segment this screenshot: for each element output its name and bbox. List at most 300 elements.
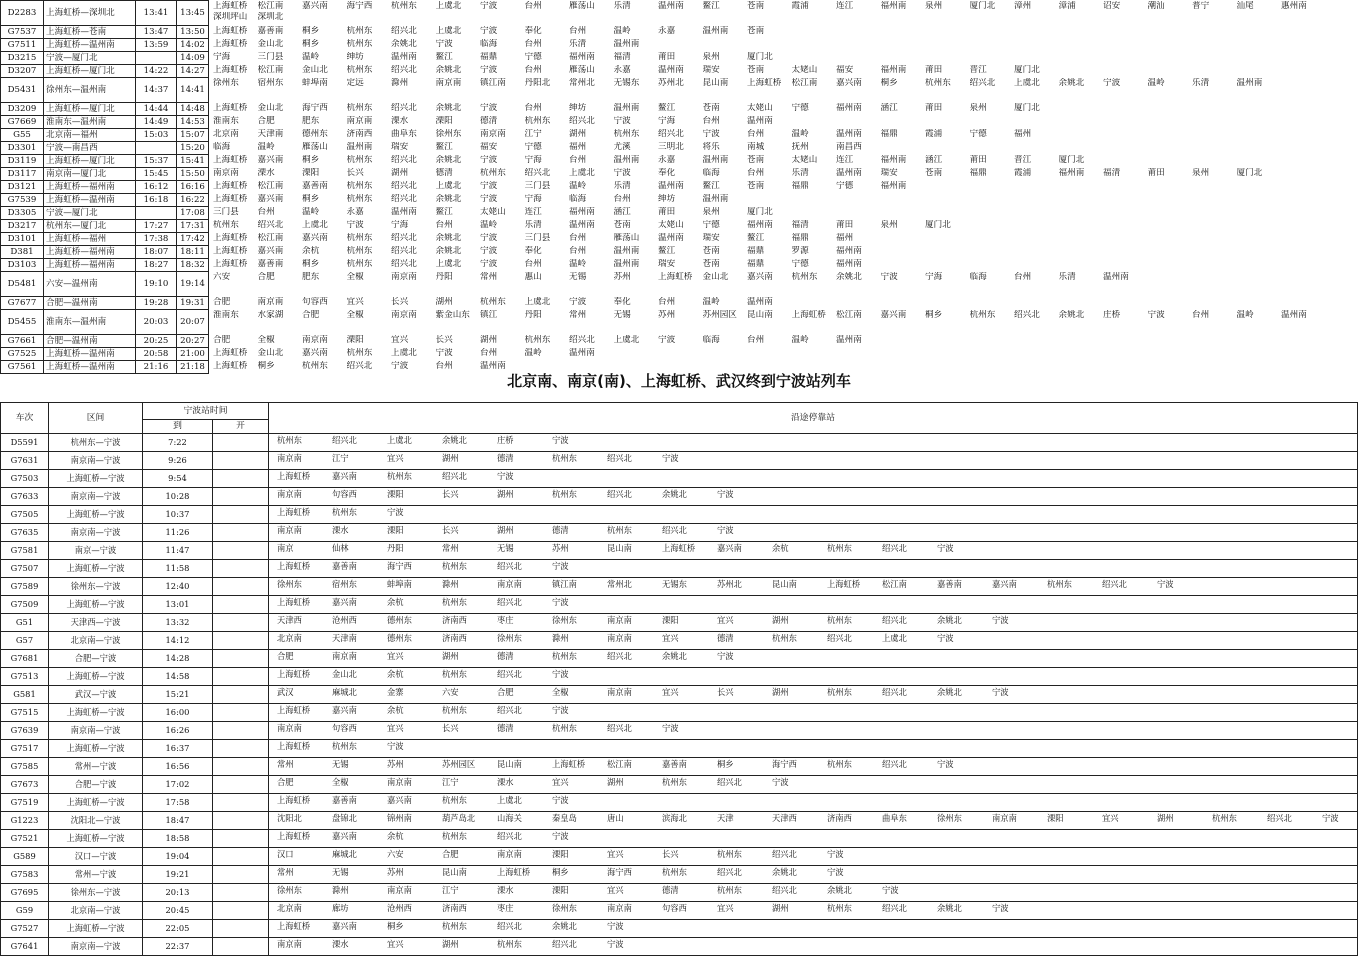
departure-time: 13:50: [177, 26, 209, 39]
departure-time: [213, 596, 269, 614]
stop-name: 绍兴北: [607, 488, 662, 501]
stop-name: 绍兴北: [391, 246, 436, 257]
stop-name: 嘉兴南: [747, 272, 792, 283]
arrival-time: 17:02: [143, 776, 213, 794]
stop-name: 句容西: [332, 488, 387, 501]
departure-time: [213, 686, 269, 704]
route-cell: 上海虹桥—宁波: [49, 668, 143, 686]
stop-name: 台州: [436, 220, 481, 231]
stop-name: 苍南: [925, 168, 970, 179]
stop-name: 杭州东: [347, 246, 392, 257]
stop-name: 杭州东: [772, 632, 827, 645]
table-row: [1, 78, 1358, 103]
stop-name: 上海虹桥: [277, 740, 332, 753]
stop-name: 北京南: [277, 902, 332, 915]
train-number: D3121: [1, 181, 44, 194]
stops-cell: [269, 902, 1358, 920]
train-number: D3217: [1, 220, 44, 233]
stop-name: 将乐: [703, 142, 748, 153]
stop-name: 昆山南: [772, 578, 827, 591]
route-cell: 天津西—宁波: [49, 614, 143, 632]
departure-time: [213, 920, 269, 938]
arrival-time: 17:27: [136, 220, 177, 233]
stop-name: 宁波: [662, 452, 717, 465]
stop-name: 宁德: [525, 52, 570, 63]
stop-name: 南京南: [992, 812, 1047, 825]
stop-name: 宁波: [552, 560, 607, 573]
stop-name: 苍南: [747, 155, 792, 166]
stop-name: 宁波: [552, 830, 607, 843]
stop-name: 余姚北: [937, 686, 992, 699]
train-number: G7507: [1, 560, 49, 578]
table-row: [1, 1, 1358, 26]
stop-name: 徐州东: [497, 632, 552, 645]
stop-name: 南京南: [436, 78, 481, 89]
stop-name: 杭州东: [827, 614, 882, 627]
stop-name: 桐乡: [387, 920, 442, 933]
departure-time: [213, 866, 269, 884]
stop-name: 嘉兴南: [302, 348, 347, 359]
stop-name: 台州: [525, 39, 570, 50]
stop-name: 温州南: [658, 65, 703, 76]
route-cell: 南京南—宁波: [49, 452, 143, 470]
stop-name: 杭州东: [332, 740, 387, 753]
stop-name: 上海虹桥: [213, 348, 258, 359]
table-row: [1, 129, 1358, 142]
stop-name: 苏州: [387, 758, 442, 771]
stop-name: 绍兴北: [607, 452, 662, 465]
stop-name: 瑞安: [881, 168, 926, 179]
stop-name: 厦门北: [1237, 168, 1282, 179]
stop-name: 海宁西: [607, 866, 662, 879]
stop-name: 绍兴北: [607, 650, 662, 663]
stop-name: 合肥: [442, 848, 497, 861]
stop-name: 镇江南: [552, 578, 607, 591]
stop-name: 杭州东: [347, 348, 392, 359]
departure-time: 18:11: [177, 246, 209, 259]
stop-name: 湖州: [391, 168, 436, 179]
stop-name: 宁波: [882, 884, 937, 897]
stop-name: 上海虹桥: [792, 310, 837, 321]
stop-name: 长兴: [717, 686, 772, 699]
stop-name: 桐乡: [881, 78, 926, 89]
stop-name: 漳州: [1014, 1, 1059, 12]
arrival-time: 17:38: [136, 233, 177, 246]
stop-name: 奉化: [614, 297, 659, 308]
arrival-time: 19:10: [136, 272, 177, 297]
stop-name: 合肥: [213, 335, 258, 346]
stop-name: 宜兴: [387, 452, 442, 465]
stop-name: 湖州: [569, 129, 614, 140]
stop-name: 合肥: [497, 686, 552, 699]
stop-name: 宁波: [347, 220, 392, 231]
stop-name: 台州: [1192, 310, 1237, 321]
stops-cell: [269, 758, 1358, 776]
stop-name: 海宁西: [387, 560, 442, 573]
stops-cell: [269, 542, 1358, 560]
stop-name: 常州: [569, 310, 614, 321]
stop-name: 溧阳: [1047, 812, 1102, 825]
stop-name: 苏州: [552, 542, 607, 555]
stop-name: 德清: [717, 632, 772, 645]
stop-name: 无锡: [614, 310, 659, 321]
departure-time: [213, 434, 269, 452]
stop-name: 福清: [1103, 168, 1148, 179]
stop-name: 雁荡山: [614, 233, 659, 244]
stop-name: 江宁: [332, 452, 387, 465]
stop-name: 宜兴: [1102, 812, 1157, 825]
stop-name: 长兴: [662, 848, 717, 861]
table-row: [1, 233, 1358, 246]
stop-name: 南京南: [497, 848, 552, 861]
train-number: D5481: [1, 272, 44, 297]
stop-name: 厦门北: [747, 207, 792, 218]
stop-name: 台州: [525, 1, 570, 12]
stop-name: 宁德: [703, 220, 748, 231]
route-cell: 上海虹桥—深圳北: [44, 1, 136, 26]
stop-name: 松江南: [607, 758, 662, 771]
stop-name: 杭州东: [607, 524, 662, 537]
stop-name: 宁海: [525, 194, 570, 205]
stop-name: 宁波: [480, 233, 525, 244]
stop-name: 宁波: [480, 259, 525, 270]
stop-name: 德清: [436, 168, 481, 179]
stop-name: 温州南: [658, 233, 703, 244]
stop-name: 临海: [970, 272, 1015, 283]
table-row: [1, 812, 1358, 830]
stops-cell: [269, 434, 1358, 452]
stops-cell: [209, 272, 1358, 297]
stop-name: 绍兴北: [717, 866, 772, 879]
stop-name: 南京南: [391, 310, 436, 321]
stop-name: 湖州: [772, 902, 827, 915]
stop-name: 南京南: [607, 686, 662, 699]
stop-name: 海宁西: [347, 1, 392, 12]
stop-name: 昆山南: [747, 310, 792, 321]
arrival-time: 19:04: [143, 848, 213, 866]
stop-name: 温州南: [614, 39, 659, 50]
stop-name: 宁波: [881, 272, 926, 283]
stop-name: 惠州南: [1281, 1, 1326, 12]
stop-name: 上虞北: [436, 259, 481, 270]
stop-name: 溧阳: [387, 524, 442, 537]
stops-cell: [269, 884, 1358, 902]
table-row: [1, 155, 1358, 168]
stop-name: 金山北: [332, 668, 387, 681]
stop-name: 湖州: [442, 650, 497, 663]
stop-name: 余姚北: [827, 884, 882, 897]
stop-name: 福清: [792, 220, 837, 231]
stop-name: 杭州东: [347, 103, 392, 114]
arrival-time: 20:45: [143, 902, 213, 920]
stop-name: 海宁西: [772, 758, 827, 771]
arrival-time: 12:40: [143, 578, 213, 596]
stop-name: 宁波: [387, 740, 442, 753]
stop-name: 德清: [497, 452, 552, 465]
stops-cell: [209, 26, 1358, 39]
stop-name: 天津: [717, 812, 772, 825]
stop-name: 上海虹桥: [277, 560, 332, 573]
stop-name: 宁波: [607, 920, 662, 933]
stop-name: 台州: [747, 129, 792, 140]
stop-name: 福州南: [836, 259, 881, 270]
departure-time: 14:41: [177, 78, 209, 103]
stop-name: 宁海: [658, 116, 703, 127]
stop-name: 上虞北: [525, 297, 570, 308]
arrival-time: 11:26: [143, 524, 213, 542]
stop-name: 天津西: [277, 614, 332, 627]
stop-name: 温州南: [658, 1, 703, 12]
stop-name: 温州南: [836, 129, 881, 140]
stop-name: 余姚北: [937, 902, 992, 915]
stop-name: 滨海北: [662, 812, 717, 825]
stop-name: 宁波: [717, 524, 772, 537]
stop-name: 宁波: [552, 668, 607, 681]
stop-name: 昆山南: [497, 758, 552, 771]
departure-time: [213, 794, 269, 812]
stop-name: 绍兴北: [882, 614, 937, 627]
stop-name: 杭州东: [442, 704, 497, 717]
departure-time: [213, 632, 269, 650]
stop-name: 苏州北: [658, 78, 703, 89]
stop-name: 溧水: [497, 776, 552, 789]
stop-name: 常州: [277, 758, 332, 771]
stop-name: 绍兴北: [391, 233, 436, 244]
stops-cell: [209, 78, 1358, 103]
stop-name: 太姥山: [658, 220, 703, 231]
stop-name: 雁荡山: [302, 142, 347, 153]
stop-name: 福州: [569, 142, 614, 153]
stop-name: 溧水: [332, 938, 387, 951]
stop-name: 蚌埠南: [387, 578, 442, 591]
table-row: [1, 704, 1358, 722]
stop-name: 天津南: [332, 632, 387, 645]
stop-name: 乐清: [525, 220, 570, 231]
departure-time: [213, 884, 269, 902]
departure-time: 21:00: [177, 348, 209, 361]
stop-name: 惠山: [525, 272, 570, 283]
stop-name: 绍兴北: [525, 168, 570, 179]
stop-name: 南京南: [497, 578, 552, 591]
stop-name: 杭州东: [347, 39, 392, 50]
table-row: [1, 272, 1358, 297]
stops-cell: [269, 866, 1358, 884]
stop-name: 昆山南: [703, 78, 748, 89]
stop-name: 天津西: [772, 812, 827, 825]
route-cell: 上海虹桥—福州南: [44, 246, 136, 259]
stop-name: 鳌江: [658, 246, 703, 257]
stop-name: 杭州东: [925, 78, 970, 89]
stop-name: 乐清: [1192, 78, 1237, 89]
stop-name: 上海虹桥: [277, 830, 332, 843]
stop-name: 余杭: [387, 704, 442, 717]
stop-name: 松江南: [258, 233, 303, 244]
stop-name: 莆田: [970, 155, 1015, 166]
stop-name: 绍兴北: [391, 103, 436, 114]
route-cell: 合肥—温州南: [44, 297, 136, 310]
stop-name: 溧阳: [662, 614, 717, 627]
stop-name: 嘉兴南: [332, 830, 387, 843]
train-number: G7561: [1, 361, 44, 374]
stop-name: 宁德: [792, 103, 837, 114]
stop-name: 台州: [480, 348, 525, 359]
stop-name: 宁波: [827, 866, 882, 879]
stop-name: 嘉兴南: [332, 920, 387, 933]
stop-name: 奉化: [525, 26, 570, 37]
train-number: G7631: [1, 452, 49, 470]
stop-name: 德清: [497, 650, 552, 663]
stop-name: 上虞北: [302, 220, 347, 231]
stop-name: 南京南: [347, 116, 392, 127]
departure-time: 20:27: [177, 335, 209, 348]
stop-name: 南京南: [332, 650, 387, 663]
train-number: G7635: [1, 524, 49, 542]
arrival-time: 22:05: [143, 920, 213, 938]
train-number: G59: [1, 902, 49, 920]
departure-time: 16:22: [177, 194, 209, 207]
stop-name: 嘉兴南: [258, 155, 303, 166]
route-cell: 沈阳北—宁波: [49, 812, 143, 830]
stop-name: 温岭: [302, 207, 347, 218]
stop-name: 宁波: [772, 776, 827, 789]
stop-name: 杭州东: [497, 938, 552, 951]
stop-name: 嘉兴南: [332, 470, 387, 483]
stop-name: 徐州东: [937, 812, 992, 825]
stop-name: 桐乡: [302, 155, 347, 166]
arrival-time: 16:56: [143, 758, 213, 776]
stop-name: 枣庄: [497, 614, 552, 627]
table-row: [1, 542, 1358, 560]
stop-name: 台州: [569, 26, 614, 37]
stop-name: 金寨: [387, 686, 442, 699]
stop-name: 三明北: [658, 142, 703, 153]
stop-name: 溧水: [391, 116, 436, 127]
stop-name: 南京南: [607, 632, 662, 645]
table-row: [1, 938, 1358, 956]
route-cell: 上海虹桥—福州南: [44, 181, 136, 194]
stop-name: 永嘉: [614, 65, 659, 76]
departure-time: 17:08: [177, 207, 209, 220]
stop-name: 温岭: [569, 181, 614, 192]
table-row: [1, 335, 1358, 348]
stops-cell: [269, 470, 1358, 488]
stop-name: 宁波: [1322, 812, 1358, 825]
stop-name: 晋江: [1014, 155, 1059, 166]
stops-cell: [209, 297, 1358, 310]
route-cell: 南京南—宁波: [49, 722, 143, 740]
stop-name: 南京南: [387, 884, 442, 897]
stop-name: 宁波: [717, 650, 772, 663]
table-row: [1, 310, 1358, 335]
departure-time: [213, 578, 269, 596]
stop-name: 南京南: [302, 335, 347, 346]
route-cell: 宁波—厦门北: [44, 207, 136, 220]
stop-name: 廊坊: [332, 902, 387, 915]
train-number: G7639: [1, 722, 49, 740]
route-cell: 上海虹桥—福州: [44, 233, 136, 246]
departure-time: [213, 452, 269, 470]
stop-name: 绍兴北: [827, 632, 882, 645]
train-number: G7537: [1, 26, 44, 39]
stop-name: 太姥山: [792, 155, 837, 166]
stop-name: 杭州东: [827, 686, 882, 699]
train-number: G55: [1, 129, 44, 142]
table-row: [1, 578, 1358, 596]
stop-name: 宁波: [1148, 310, 1193, 321]
table-row: [1, 794, 1358, 812]
stop-name: 绍兴北: [970, 78, 1015, 89]
stop-name: 台州: [1014, 272, 1059, 283]
stop-name: 杭州东: [525, 335, 570, 346]
stop-name: 绍兴北: [772, 848, 827, 861]
stop-name: 温州南: [391, 207, 436, 218]
stop-name: 莆田: [658, 52, 703, 63]
stop-name: 紫金山东: [436, 310, 481, 321]
stop-name: 余姚北: [937, 614, 992, 627]
stop-name: 上海虹桥: [213, 39, 258, 50]
stop-name: 厦门北: [1059, 155, 1104, 166]
departure-time: [213, 722, 269, 740]
stop-name: 泉州: [703, 207, 748, 218]
route-cell: 常州—宁波: [49, 866, 143, 884]
stop-name: 宿州东: [332, 578, 387, 591]
stops-cell: [269, 614, 1358, 632]
stop-name: 南京南: [480, 129, 525, 140]
stop-name: 福鼎: [970, 168, 1015, 179]
stop-name: 温岭: [480, 220, 525, 231]
stop-name: 宁波: [436, 39, 481, 50]
arrival-time: 16:00: [143, 704, 213, 722]
stop-name: 上虞北: [387, 434, 442, 447]
stop-name: 宁德: [792, 259, 837, 270]
table-row: [1, 740, 1358, 758]
table-row: [1, 920, 1358, 938]
stop-name: 温岭: [1148, 78, 1193, 89]
stop-name: 上海虹桥: [213, 233, 258, 244]
train-number: D3215: [1, 52, 44, 65]
stop-name: 德州东: [387, 614, 442, 627]
stop-name: 杭州东: [391, 1, 436, 12]
stop-name: 涵江: [614, 207, 659, 218]
stop-name: 宁波: [436, 348, 481, 359]
train-number: G51: [1, 614, 49, 632]
stops-cell: [209, 103, 1358, 116]
stop-name: 霞浦: [792, 1, 837, 12]
stop-name: 绍兴北: [497, 596, 552, 609]
stop-name: 镇江: [480, 310, 525, 321]
stop-name: 上海虹桥: [277, 704, 332, 717]
stop-name: 温州南: [614, 259, 659, 270]
stop-name: 福鼎: [881, 129, 926, 140]
stop-name: 绍兴北: [1267, 812, 1322, 825]
train-number: D3101: [1, 233, 44, 246]
train-number: D5591: [1, 434, 49, 452]
stop-name: 绍兴北: [569, 116, 614, 127]
stop-name: 宜兴: [607, 884, 662, 897]
stop-name: 江宁: [442, 884, 497, 897]
stops-cell: [269, 722, 1358, 740]
stop-name: 福州: [836, 233, 881, 244]
table-row: [1, 776, 1358, 794]
arrival-time: 18:07: [136, 246, 177, 259]
arrival-time: 9:26: [143, 452, 213, 470]
stop-name: 湖州: [772, 686, 827, 699]
stops-cell: [269, 668, 1358, 686]
arrival-time: 20:25: [136, 335, 177, 348]
stops-cell: [209, 310, 1358, 335]
table-row: [1, 758, 1358, 776]
stop-name: 温州南: [569, 220, 614, 231]
